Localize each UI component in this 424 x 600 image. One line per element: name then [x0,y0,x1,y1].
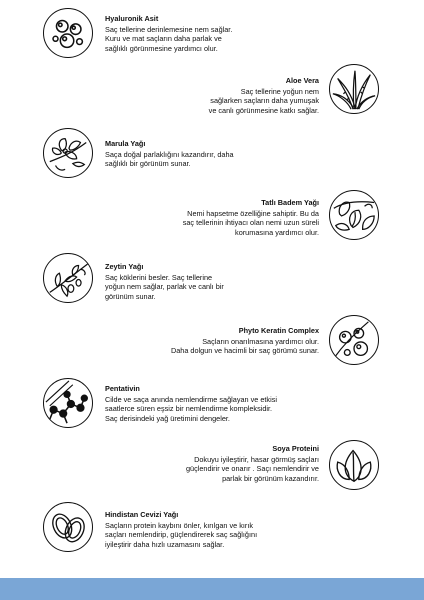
ingredient-name: Soya Proteini [272,444,319,453]
ingredient-description: Saç köklerini besler. Saç tellerine yoğun nem sağlar, parlak ve canlı bir görünüm sunar. [105,272,224,301]
ingredient-description: Nemi hapsetme özelliğine sahiptir. Bu da saç tellerinin ihtiyacı olan nemi uzun süreli korumasına yardımcı olur. [182,208,319,237]
ingredient-description: Saça doğal parlaklığını kazandırır, daha sağlıklı bir görünüm sunar. [105,149,234,169]
ingredient-description: Cilde ve saça anında nemlendirme sağlayan ve etkisi saatlerce süren eşsiz bir nemlendirme kompleksidir. Saç derisindeki yağ üretimini dengeler. [105,394,277,423]
aloe-vera-icon [329,64,379,114]
ingredient-description: Saç tellerine derinlemesine nem sağlar. Kuru ve mat saçların daha parlak ve sağlıklı görünmesine yardımcı olur. [105,24,233,53]
ingredient-name: Pentativin [105,384,140,393]
footer-band [0,578,424,600]
keratin-molecule-icon [329,315,379,365]
ingredient-name: Zeytin Yağı [105,262,144,271]
ingredient-name: Marula Yağı [105,139,146,148]
ingredient-name: Hindistan Cevizi Yağı [105,510,179,519]
ingredient-name: Hyaluronik Asit [105,14,159,23]
ingredient-name: Tatlı Badem Yağı [261,198,319,207]
ingredient-description: Saçların onarılmasına yardımcı olur. Daha dolgun ve hacimli bir saç görümü sunar. [170,336,319,356]
ingredient-description: Saç tellerine yoğun nem sağlarken saçların daha yumuşak ve canlı görünmesine katkı sağlar. [208,86,319,115]
soy-leaf-icon [329,440,379,490]
ingredient-description: Dokuyu iyileştirir, hasar görmüş saçları güçlendirir ve onarır . Saçı nemlendirir ve parlak bir görünüm kazandırır. [185,454,319,483]
almond-icon [329,190,379,240]
coconut-icon [43,502,93,552]
hyaluronic-molecule-icon [43,8,93,58]
ingredient-name: Phyto Keratin Complex [238,326,319,335]
ingredient-description: Saçların protein kaybını önler, kırılgan ve kırık saçları nemlendirip, güçlendirerek saç sağlığını iyileştirir daha hızlı uzamasını sağlar. [105,520,258,549]
ingredient-name: Aloe Vera [285,76,319,85]
olive-branch-icon [43,253,93,303]
marula-flower-icon [43,128,93,178]
pentativin-molecule-icon [43,378,93,428]
